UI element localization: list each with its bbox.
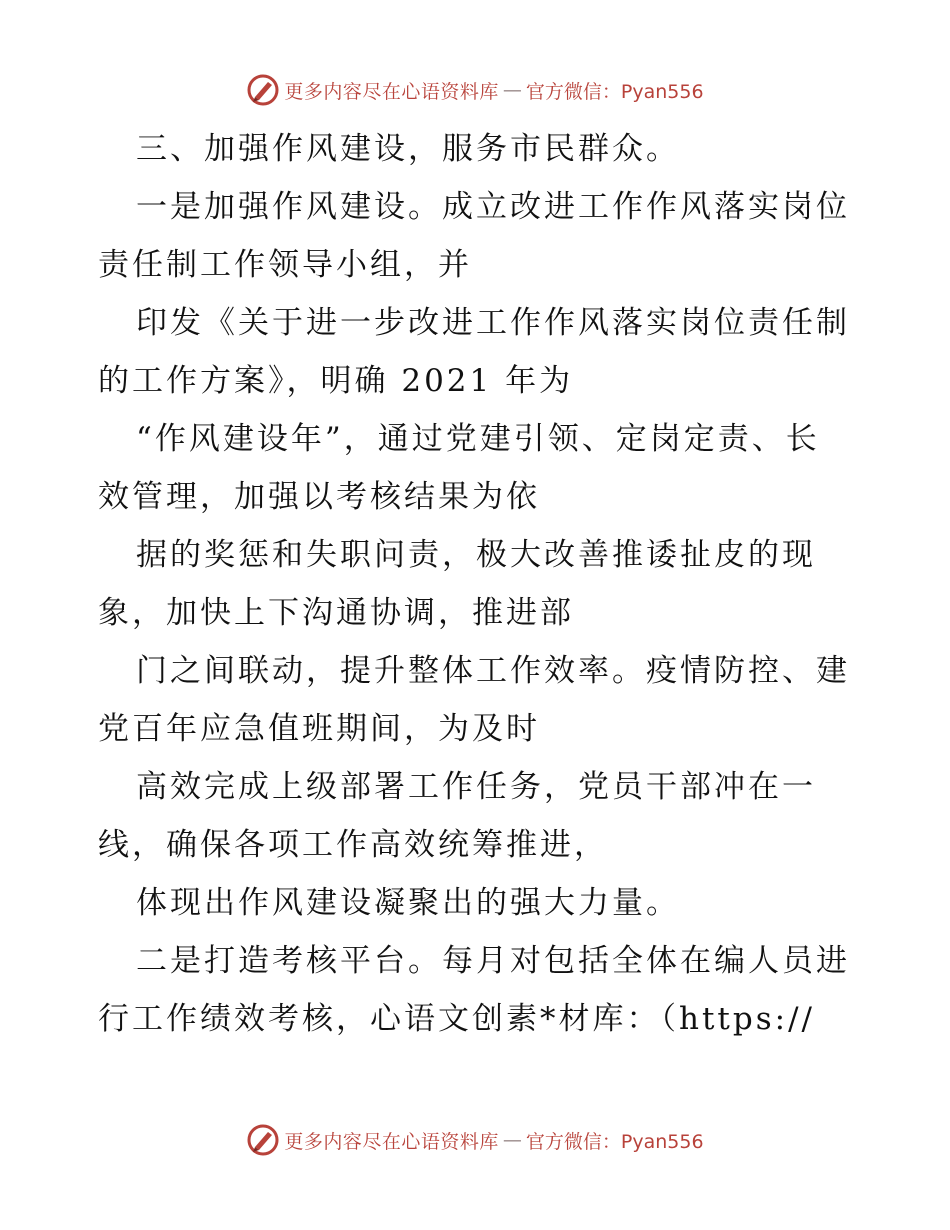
text-line: 党百年应急值班期间，为及时	[98, 711, 540, 747]
banner-title: 更多内容尽在心语资料库	[284, 80, 499, 103]
text-line: 线，确保各项工作高效统筹推进，	[98, 827, 608, 863]
text-line: 印发《关于进一步改进工作作风落实岗位责任制	[136, 305, 850, 341]
footer-watermark-banner	[0, 1120, 950, 1160]
banner-contact: 官方微信：Pyan556	[525, 80, 704, 103]
text-line: 高效完成上级部署工作任务，党员干部冲在一	[136, 769, 816, 805]
text-line: “作风建设年”，通过党建引领、定岗定责、长	[136, 421, 820, 457]
text-line: 效管理，加强以考核结果为依	[98, 479, 540, 515]
text-line: 二是打造考核平台。每月对包括全体在编人员进	[136, 943, 850, 979]
text-line: 责任制工作领导小组，并	[98, 247, 472, 283]
banner-separator: —	[502, 79, 522, 101]
text-line: 象，加快上下沟通协调，推进部	[98, 595, 574, 631]
text-line: 行工作绩效考核，心语文创素*材库：（https://	[98, 1001, 815, 1037]
text-line: 三、加强作风建设，服务市民群众。	[136, 131, 680, 167]
banner-title: 更多内容尽在心语资料库	[284, 1130, 499, 1153]
header-banner-inner	[246, 73, 703, 107]
banner-separator: —	[502, 1129, 522, 1151]
banner-contact: 官方微信：Pyan556	[525, 1130, 704, 1153]
text-line: 据的奖惩和失职问责，极大改善推诿扯皮的现	[136, 537, 816, 573]
text-line: 一是加强作风建设。成立改进工作作风落实岗位	[136, 189, 850, 225]
red-pen-seal-icon	[246, 1123, 280, 1157]
text-line: 的工作方案》，明确 2021 年为	[98, 363, 574, 399]
footer-banner-inner	[246, 1123, 703, 1157]
header-watermark-banner	[0, 70, 950, 110]
document-body	[98, 120, 858, 1048]
text-line: 门之间联动，提升整体工作效率。疫情防控、建	[136, 653, 850, 689]
text-line: 体现出作风建设凝聚出的强大力量。	[136, 885, 680, 921]
red-pen-seal-icon	[246, 73, 280, 107]
